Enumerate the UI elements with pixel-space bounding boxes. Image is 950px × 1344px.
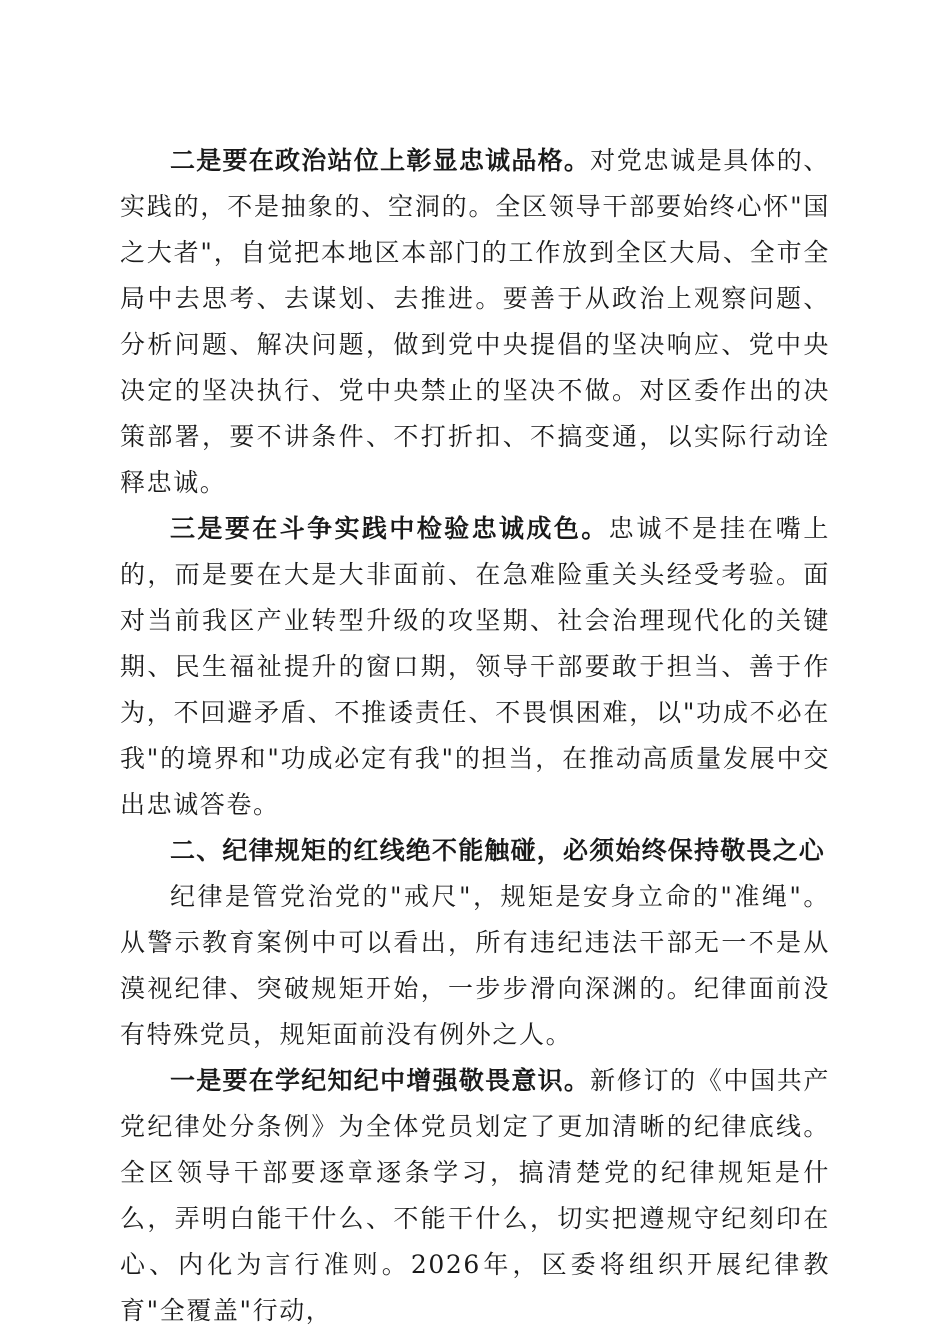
paragraph-lead: 三是要在斗争实践中检验忠诚成色。 <box>170 514 609 543</box>
paragraph-loyalty-practice <box>120 506 830 828</box>
paragraph-text: 忠诚不是挂在嘴上的，而是要在大是大非面前、在急难险重关头经受考验。面对当前我区产业转型升级的攻坚期、社会治理现代化的关键期、民生福祉提升的窗口期，领导干部要敢于担当、善于作为，不回避矛盾、不推诿责任、不畏惧困难，以"功成不必在我"的境界和"功成必定有我"的担当，在推动高质量发展中交出忠诚答卷。 <box>120 514 830 819</box>
paragraph-loyalty-politics <box>120 138 830 506</box>
paragraph-text: 对党忠诚是具体的、实践的，不是抽象的、空洞的。全区领导干部要始终心怀"国之大者"，自觉把本地区本部门的工作放到全区大局、全市全局中去思考、去谋划、去推进。要善于从政治上观察问题、分析问题、解决问题，做到党中央提倡的坚决响应、党中央决定的坚决执行、党中央禁止的坚决不做。对区委作出的决策部署，要不讲条件、不打折扣、不搞变通，以实际行动诠释忠诚。 <box>120 146 831 497</box>
paragraph-discipline-intro <box>120 874 830 1058</box>
document-body <box>120 138 830 1334</box>
paragraph-lead: 一是要在学纪知纪中增强敬畏意识。 <box>170 1066 591 1095</box>
section-heading: 二、纪律规矩的红线绝不能触碰，必须始终保持敬畏之心 <box>170 836 826 865</box>
paragraph-lead: 二是要在政治站位上彰显忠诚品格。 <box>170 146 591 175</box>
paragraph-text: 纪律是管党治党的"戒尺"，规矩是安身立命的"准绳"。从警示教育案例中可以看出，所有违纪违法干部无一不是从漠视纪律、突破规矩开始，一步步滑向深渊的。纪律面前没有特殊党员，规矩面前没有例外之人。 <box>120 882 830 1049</box>
paragraph-text: 新修订的《中国共产党纪律处分条例》为全体党员划定了更加清晰的纪律底线。全区领导干部要逐章逐条学习，搞清楚党的纪律规矩是什么，弄明白能干什么、不能干什么，切实把遵规守纪刻印在心、内化为言行准则。2026年，区委将组织开展纪律教育"全覆盖"行动， <box>120 1066 831 1325</box>
paragraph-discipline-study <box>120 1058 830 1334</box>
